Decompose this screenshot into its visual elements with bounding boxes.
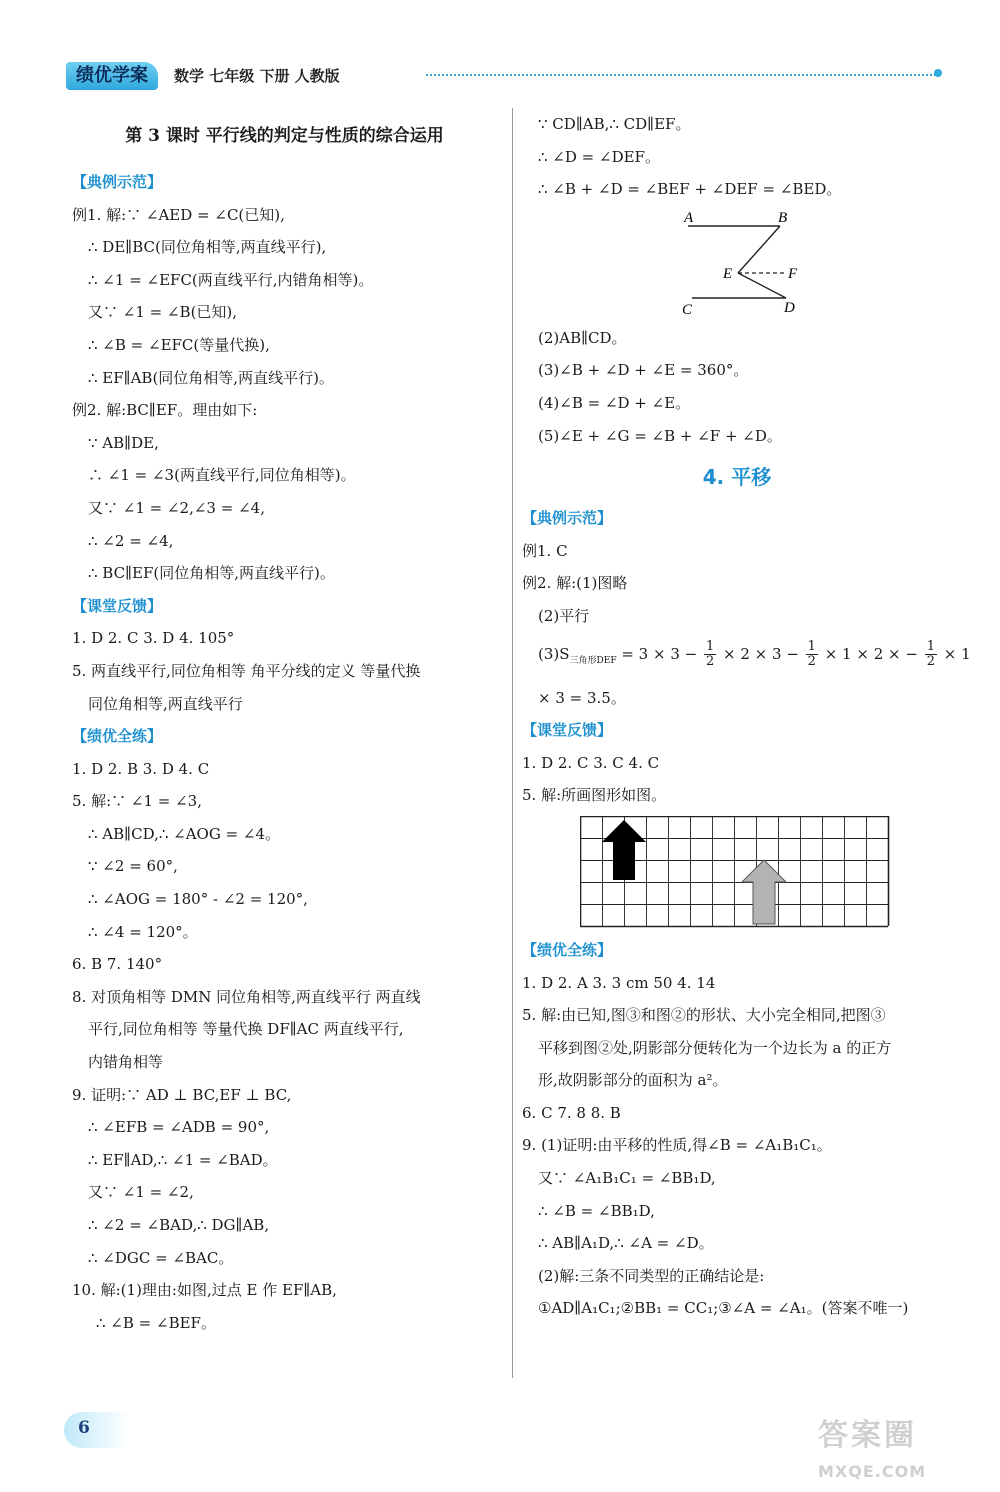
page-header: [66, 62, 946, 96]
fraction-3-den: 2: [926, 654, 935, 670]
brand-logo: 绩优学案: [66, 62, 158, 90]
examples-lines: [522, 535, 952, 633]
answer-line: ∴ BC∥EF(同位角相等,两直线平行)。: [88, 564, 335, 583]
page-number-tab: [64, 1412, 128, 1448]
answer-line: ∴ ∠DGC = ∠BAC。: [88, 1248, 234, 1267]
answer-line: 1. D 2. A 3. 3 cm 50 4. 14: [522, 973, 716, 992]
left-column: [72, 108, 497, 1339]
answer-line: 5. 解:由已知,图③和图②的形状、大小完全相同,把图③: [522, 1006, 886, 1025]
answer-line: ①AD∥A₁C₁;②BB₁ = CC₁;③∠A = ∠A₁。(答案不唯一): [538, 1299, 909, 1318]
fraction-1-den: 2: [705, 654, 715, 670]
formula-continuation: × 3 = 3.5。: [538, 688, 626, 707]
answer-line: ∴ ∠B = ∠BB₁D,: [538, 1201, 655, 1220]
right-column: [522, 108, 971, 1325]
answer-line: (3)∠B + ∠D + ∠E = 360°。: [538, 361, 749, 380]
answer-line: ∴ ∠B = ∠BEF。: [96, 1313, 216, 1332]
answer-line: ∴ EF∥AB(同位角相等,两直线平行)。: [88, 368, 334, 387]
answer-line: 10. 解:(1)理由:如图,过点 E 作 EF∥AB,: [72, 1281, 337, 1300]
right-after-figure: [522, 322, 952, 452]
answer-line: 例1. 解:∵ ∠AED = ∠C(已知),: [72, 205, 285, 224]
answer-line: 又∵ ∠1 = ∠2,: [88, 1183, 194, 1202]
answer-line: ∴ ∠B = ∠EFC(等量代换),: [88, 335, 270, 354]
answer-line: ∴ ∠1 = ∠EFC(两直线平行,内错角相等)。: [88, 270, 374, 289]
answer-line: 6. B 7. 140°: [72, 955, 163, 974]
line-ed: [738, 273, 786, 298]
line-be: [738, 226, 780, 273]
answer-line: 同位角相等,两直线平行: [88, 694, 243, 713]
gray-arrow: [742, 860, 786, 924]
grid-figure: [580, 816, 910, 928]
point-c-label: C: [682, 301, 693, 318]
answer-line: ∴ ∠4 = 120°。: [88, 922, 198, 941]
answer-line: ∵ CD∥AB,∴ CD∥EF。: [538, 115, 691, 133]
book-subject: 数学 七年级 下册 人教版: [174, 67, 340, 85]
answer-line: ∴ ∠EFB = ∠ADB = 90°,: [88, 1118, 270, 1137]
answer-line: 1. D 2. C 3. C 4. C: [522, 753, 660, 772]
answer-line: ∵ AB∥DE,: [88, 433, 159, 452]
answer-line: 1. D 2. B 3. D 4. C: [72, 759, 210, 778]
answer-line: (4)∠B = ∠D + ∠E。: [538, 393, 691, 412]
formula-prefix: (3)S: [538, 644, 570, 663]
answer-line: ∴ AB∥CD,∴ ∠AOG = ∠4。: [88, 824, 281, 843]
left-sections: [72, 166, 497, 1339]
answer-line: ∴ ∠2 = ∠4,: [88, 531, 174, 550]
answer-line: 5. 解:所画图形如图。: [522, 786, 667, 805]
fraction-3-num: 1: [926, 639, 935, 655]
fraction-2-den: 2: [807, 654, 816, 670]
answer-line: 8. 对顶角相等 DMN 同位角相等,两直线平行 两直线: [72, 987, 421, 1006]
answer-line: (2)解:三条不同类型的正确结论是:: [538, 1266, 765, 1285]
point-a-label: A: [684, 209, 694, 226]
answer-line: 平移到图②处,阴影部分便转化为一个边长为 a 的正方: [538, 1038, 892, 1057]
answer-line: ∴ DE∥BC(同位角相等,两直线平行),: [88, 238, 327, 257]
section-title: 【绩优全练】: [72, 727, 163, 746]
answer-line: 例1. C: [522, 541, 568, 560]
formula-part-1: = 3 × 3 −: [616, 644, 702, 663]
answer-line: ∴ EF∥AD,∴ ∠1 = ∠BAD。: [88, 1150, 278, 1169]
answer-line: (2)AB∥CD。: [538, 328, 627, 347]
fraction-3: [925, 640, 937, 669]
column-divider: [512, 108, 513, 1378]
answer-line: (5)∠E + ∠G = ∠B + ∠F + ∠D。: [538, 426, 782, 445]
section-title-practice: 【绩优全练】: [522, 940, 613, 959]
answer-line: 6. C 7. 8 8. B: [522, 1103, 621, 1122]
watermark: [818, 1410, 926, 1481]
watermark-logo: 答案圈: [818, 1418, 917, 1453]
answer-line: 形,故阴影部分的面积为 a²。: [538, 1071, 728, 1090]
section-title-examples: 【典例示范】: [522, 509, 613, 528]
area-formula: [522, 633, 971, 682]
answer-line: 例2. 解:BC∥EF。理由如下:: [72, 401, 258, 420]
answer-line: 平行,同位角相等 等量代换 DF∥AC 两直线平行,: [88, 1020, 404, 1039]
answer-line: ∴ ∠AOG = 180° - ∠2 = 120°,: [88, 890, 308, 909]
header-end-dot: [934, 69, 942, 77]
lesson-title: 第 3 课时 平行线的判定与性质的综合运用: [125, 126, 444, 146]
watermark-url: MXQE.COM: [818, 1462, 927, 1481]
formula-part-2: × 2 × 3 −: [718, 644, 804, 663]
topic-title: 4. 平移: [702, 465, 772, 490]
answer-line: 又∵ ∠A₁B₁C₁ = ∠BB₁D,: [538, 1169, 716, 1188]
section-title: 【课堂反馈】: [72, 596, 163, 615]
point-d-label: D: [784, 299, 795, 316]
answer-line: 9. 证明:∵ AD ⊥ BC,EF ⊥ BC,: [72, 1085, 292, 1104]
answer-line: ∴ AB∥A₁D,∴ ∠A = ∠D。: [538, 1234, 714, 1253]
answer-line: (2)平行: [538, 606, 590, 625]
answer-line: 5. 两直线平行,同位角相等 角平分线的定义 等量代换: [72, 661, 421, 680]
answer-line: 又∵ ∠1 = ∠B(已知),: [88, 303, 238, 322]
point-e-label: E: [723, 265, 733, 282]
answer-line: ∴ ∠1 = ∠3(两直线平行,同位角相等)。: [88, 466, 356, 485]
answer-line: ∴ ∠D = ∠DEF。: [538, 147, 660, 166]
right-top-lines: [522, 108, 952, 206]
point-f-label: F: [788, 265, 798, 282]
point-b-label: B: [778, 209, 788, 226]
answer-line: 1. D 2. C 3. D 4. 105°: [72, 629, 235, 648]
page-number: 6: [78, 1418, 90, 1438]
practice-lines: [522, 967, 952, 1326]
answer-line: ∵ ∠2 = 60°,: [88, 857, 178, 876]
formula-part-3: × 1 × 2 × −: [819, 644, 923, 663]
fraction-1-num: 1: [705, 639, 715, 655]
fraction-2-num: 1: [807, 639, 816, 655]
formula-part-4: × 1: [938, 644, 971, 663]
answer-line: ∴ ∠B + ∠D = ∠BEF + ∠DEF = ∠BED。: [538, 180, 842, 199]
fraction-1: [704, 640, 716, 669]
answer-line: 例2. 解:(1)图略: [522, 574, 628, 593]
answer-line: 5. 解:∵ ∠1 = ∠3,: [72, 792, 202, 811]
answer-line: 又∵ ∠1 = ∠2,∠3 = ∠4,: [88, 498, 265, 517]
formula-sub: 三角形DEF: [569, 655, 617, 666]
section-title: 【典例示范】: [72, 173, 163, 191]
answer-line: 9. (1)证明:由平移的性质,得∠B = ∠A₁B₁C₁。: [522, 1136, 832, 1155]
header-dotted-rule: [426, 74, 936, 76]
answer-line: 内错角相等: [88, 1053, 164, 1072]
answer-line: ∴ ∠2 = ∠BAD,∴ DG∥AB,: [88, 1216, 270, 1234]
black-arrow: [602, 820, 646, 880]
zigzag-figure: [682, 208, 832, 320]
feedback-lines: [522, 747, 952, 812]
section-title-feedback: 【课堂反馈】: [522, 721, 613, 740]
fraction-2: [806, 640, 818, 669]
